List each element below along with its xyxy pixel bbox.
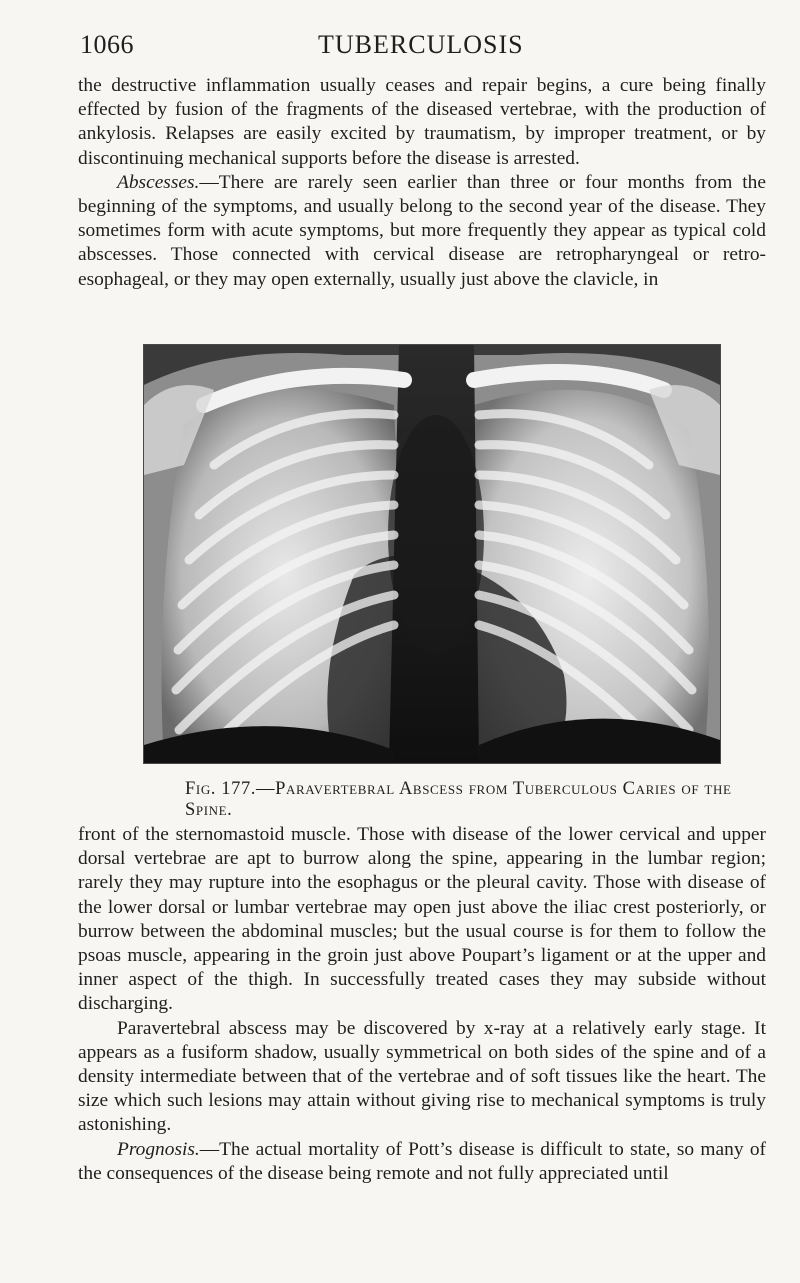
chest-xray-image [144, 345, 720, 763]
running-title: TUBERCULOSIS [318, 30, 524, 59]
paragraph [78, 1017, 766, 1138]
xray-figure [143, 344, 721, 764]
body-text-bottom [78, 823, 766, 1186]
paragraph-text: —The actual mortality of Pott’s disease is difficult to state, so many of the consequences of the disease being remote and not fully appreciated until [78, 1138, 766, 1184]
section-heading-abscesses: Abscesses. [117, 171, 200, 193]
body-text-top [78, 74, 766, 292]
paragraph-text: the destructive inflammation usually ceases and repair begins, a cure being finally effected by fusion of the fragments of the diseased vertebrae, with the production of ankylosis. Relapses are easily excited by traumatism, by improper treatment, or by discontinuing mechanical supports before the disease is arrested. [78, 75, 766, 169]
paragraph-text: front of the sternomastoid muscle. Those with disease of the lower cervical and upper dorsal vertebrae are apt to burrow along the spine, appearing in the lumbar region; rarely they may rupture into the esophagus or the pleural cavity. Those with disease of the lower dorsal or lumbar vertebrae may open just above the iliac crest posteriorly, or burrow between the abdominal muscles; but the usual course is for them to follow the psoas muscle, appearing in the groin just above Poupart’s ligament or at the upper and inner aspect of the thigh. In successfully treated cases they may subside without discharging. [78, 824, 766, 1015]
page-header [80, 30, 760, 66]
paragraph-prognosis [78, 1138, 766, 1186]
figure-caption: Fig. 177.—Paravertebral Abscess from Tuberculous Caries of the Spine. [185, 779, 732, 820]
paragraph-text: Paravertebral abscess may be discovered by x-ray at a relatively early stage. It appears as a fusiform shadow, usually symmetrical on both sides of the spine and of a density intermediate between that of the vertebrae and of soft tissues like the heart. The size which such lesions may attain without giving rise to mechanical symptoms is truly astonishing. [78, 1017, 766, 1136]
paragraph-abscesses [78, 171, 766, 292]
section-heading-prognosis: Prognosis. [117, 1138, 200, 1160]
paragraph [78, 74, 766, 171]
paragraph-text: —There are rarely seen earlier than three or four months from the beginning of the symptoms, and usually belong to the second year of the disease. They sometimes form with acute symptoms, but more frequently they appear as typical cold abscesses. Those connected with cervical disease are retropharyngeal or retro-esophageal, or they may open externally, usually just above the clavicle, in [78, 171, 766, 290]
page-number: 1066 [80, 30, 134, 59]
paragraph [78, 823, 766, 1017]
